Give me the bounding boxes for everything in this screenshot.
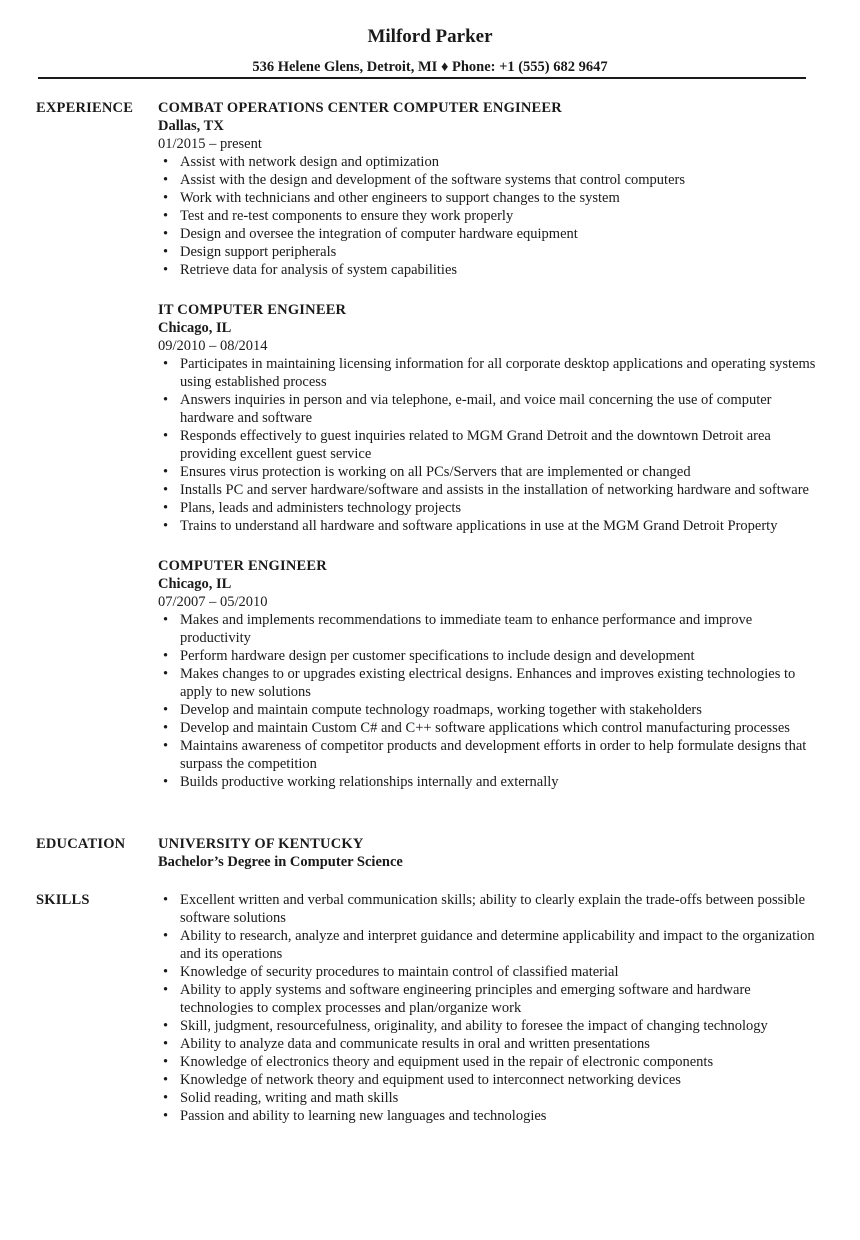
skill-item: • Excellent written and verbal communication skills; ability to clearly explain the trade-offs between possible software solutions: [158, 891, 818, 927]
job-bullet: • Design support peripherals: [158, 243, 818, 261]
job-location: Dallas, TX: [158, 118, 224, 134]
skill-item: • Ability to research, analyze and interpret guidance and determine applicability and impact to the organization and its operations: [158, 927, 818, 963]
job-bullet: • Assist with network design and optimization: [158, 153, 818, 171]
education-heading: EDUCATION: [36, 836, 126, 852]
job-dates: 01/2015 – present: [158, 136, 262, 152]
skills-body: [158, 891, 818, 1125]
skill-item: • Solid reading, writing and math skills: [158, 1089, 818, 1107]
job-bullet: • Design and oversee the integration of computer hardware equipment: [158, 225, 818, 243]
education-school: UNIVERSITY OF KENTUCKY: [158, 836, 364, 852]
job-bullet: • Ensures virus protection is working on all PCs/Servers that are implemented or changed: [158, 463, 818, 481]
experience-heading: EXPERIENCE: [36, 100, 134, 116]
education-body: [158, 835, 818, 871]
job-bullets: [158, 355, 818, 535]
job-dates: 09/2010 – 08/2014: [158, 338, 268, 354]
skill-item: • Passion and ability to learning new languages and technologies: [158, 1107, 818, 1125]
job-bullet: • Responds effectively to guest inquiries related to MGM Grand Detroit and the downtown Detroit area providing excellent guest service: [158, 427, 818, 463]
job-bullets: [158, 611, 818, 791]
job-bullet: • Builds productive working relationships internally and externally: [158, 773, 818, 791]
job-bullet: • Answers inquiries in person and via telephone, e-mail, and voice mail concerning the use of computer hardware and software: [158, 391, 818, 427]
job-title: COMBAT OPERATIONS CENTER COMPUTER ENGINEER: [158, 100, 562, 116]
header-divider: [38, 77, 806, 79]
job-bullet: • Makes and implements recommendations to immediate team to enhance performance and improve productivity: [158, 611, 818, 647]
job-bullet: • Retrieve data for analysis of system capabilities: [158, 261, 818, 279]
job-bullet: • Develop and maintain compute technology roadmaps, working together with stakeholders: [158, 701, 818, 719]
candidate-name: Milford Parker: [367, 26, 493, 47]
job-bullet: • Installs PC and server hardware/software and assists in the installation of networking hardware and software: [158, 481, 818, 499]
skill-item: • Skill, judgment, resourcefulness, originality, and ability to foresee the impact of changing technology: [158, 1017, 818, 1035]
job-location: Chicago, IL: [158, 320, 232, 336]
skills-heading: SKILLS: [36, 892, 90, 908]
job-bullet: • Plans, leads and administers technology projects: [158, 499, 818, 517]
skill-item: • Knowledge of electronics theory and equipment used in the repair of electronic components: [158, 1053, 818, 1071]
skill-item: • Ability to analyze data and communicate results in oral and written presentations: [158, 1035, 818, 1053]
experience-body: [158, 99, 818, 813]
job-bullet: • Maintains awareness of competitor products and development efforts in order to help formulate designs that surpass the competition: [158, 737, 818, 773]
job-bullet: • Assist with the design and development of the software systems that control computers: [158, 171, 818, 189]
job-bullet: • Work with technicians and other engineers to support changes to the system: [158, 189, 818, 207]
skill-item: • Knowledge of security procedures to maintain control of classified material: [158, 963, 818, 981]
job-bullet: • Test and re-test components to ensure they work properly: [158, 207, 818, 225]
skill-item: • Ability to apply systems and software engineering principles and emerging software and hardware technologies to complex processes and plan/organize work: [158, 981, 818, 1017]
job-location: Chicago, IL: [158, 576, 232, 592]
contact-line: 536 Helene Glens, Detroit, MI ♦ Phone: +1 (555) 682 9647: [252, 59, 608, 75]
skills-list: [158, 891, 818, 1125]
job-dates: 07/2007 – 05/2010: [158, 594, 268, 610]
job-bullet: • Makes changes to or upgrades existing electrical designs. Enhances and improves existing technologies to apply to new solutions: [158, 665, 818, 701]
job-bullets: [158, 153, 818, 279]
job-bullet: • Participates in maintaining licensing information for all corporate desktop applications and operating systems using established process: [158, 355, 818, 391]
job-bullet: • Develop and maintain Custom C# and C++ software applications which control manufacturing processes: [158, 719, 818, 737]
job-title: COMPUTER ENGINEER: [158, 558, 327, 574]
job-bullet: • Perform hardware design per customer specifications to include design and development: [158, 647, 818, 665]
job-title: IT COMPUTER ENGINEER: [158, 302, 347, 318]
job-entry: [158, 301, 818, 535]
job-entry: [158, 557, 818, 791]
job-entry: [158, 99, 818, 279]
education-degree: Bachelor’s Degree in Computer Science: [158, 854, 403, 870]
job-bullet: • Trains to understand all hardware and software applications in use at the MGM Grand Detroit Property: [158, 517, 818, 535]
skill-item: • Knowledge of network theory and equipment used to interconnect networking devices: [158, 1071, 818, 1089]
